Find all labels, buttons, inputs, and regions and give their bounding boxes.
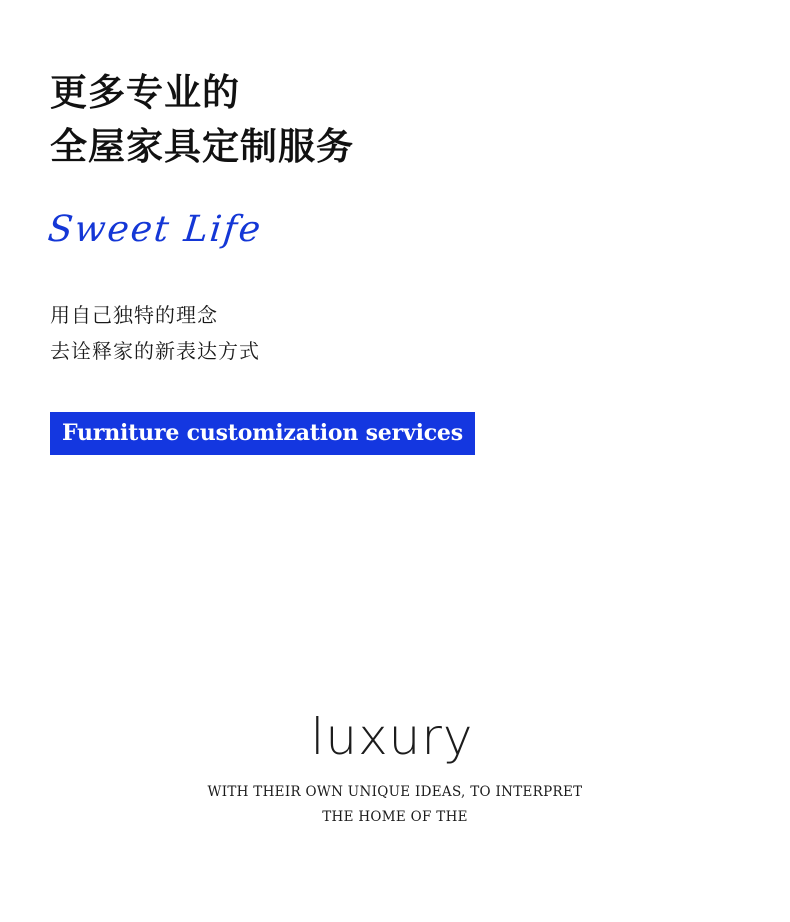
brand-tagline-line-2: THE HOME OF THE [322,808,468,825]
brand-wordmark: luxury [310,708,474,766]
headline [50,66,354,173]
subcopy-line-1: 用自己独特的理念 [50,303,218,327]
headline-line-1: 更多专业的 [50,70,240,114]
service-tag-badge: Furniture customization services [50,412,475,455]
brand-tagline [0,780,790,830]
headline-line-2: 全屋家具定制服务 [50,123,354,168]
subcopy [50,298,260,369]
subcopy-line-2: 去诠释家的新表达方式 [50,338,260,363]
brand-tagline-line-1: WITH THEIR OWN UNIQUE IDEAS, TO INTERPRET [207,784,583,800]
script-accent-text: Sweet Life [45,209,265,250]
bottom-lockup [0,708,790,830]
